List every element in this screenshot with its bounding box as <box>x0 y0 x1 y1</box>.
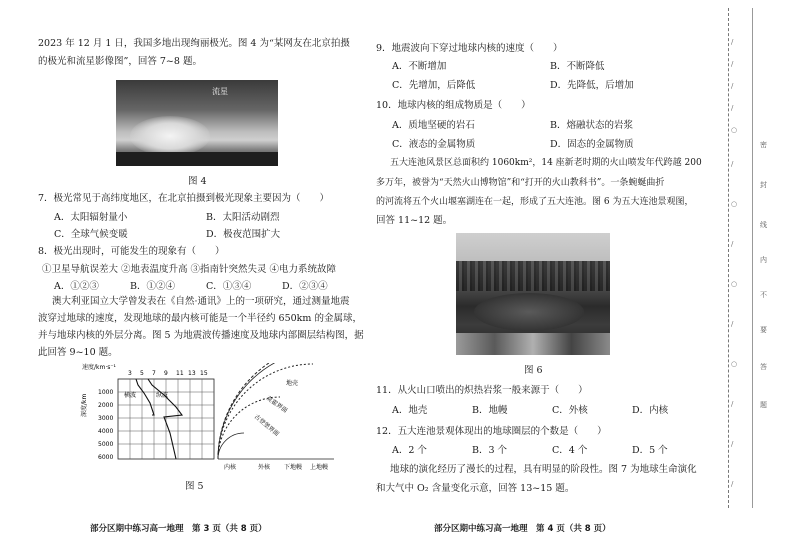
svg-text:7: 7 <box>152 370 156 377</box>
q12-option-a: A．2 个 <box>392 445 427 456</box>
q8-option-a: A．①②③ <box>54 281 99 292</box>
binding-label-2: 封 <box>760 181 767 189</box>
binding-mark: / <box>731 38 734 46</box>
wudalianchi-photo <box>456 233 610 355</box>
para3-line-2: 多万年，被誉为“天然火山博物馆”和“打开的火山教科书”。一条蜿蜒曲折 <box>376 178 665 188</box>
fig5-speed-ticks <box>128 370 208 377</box>
svg-text:4000: 4000 <box>98 428 114 435</box>
q12-option-d: D．5 个 <box>632 445 668 456</box>
svg-text:11: 11 <box>176 370 184 377</box>
fig5-depth-ticks <box>98 389 113 461</box>
binding-label-1: 密 <box>760 141 767 149</box>
binding-label-3: 线 <box>760 221 767 229</box>
binding-solid-line <box>752 8 753 508</box>
q9-option-c: C．先增加，后降低 <box>392 80 476 91</box>
fig5-crust-label: 地壳 <box>286 380 299 387</box>
right-footer: 部分区期中练习高一地理 第 4 页（共 8 页） <box>434 524 611 534</box>
svg-text:下地幔: 下地幔 <box>284 464 303 471</box>
svg-text:3000: 3000 <box>98 415 114 422</box>
q7-option-a: A．太阳辐射量小 <box>54 212 128 223</box>
svg-text:3: 3 <box>128 370 132 377</box>
svg-text:5: 5 <box>140 370 144 377</box>
q10-option-c: C．液态的金属物质 <box>392 139 476 150</box>
svg-text:2000: 2000 <box>98 402 114 409</box>
svg-text:6000: 6000 <box>98 454 114 461</box>
binding-dashed-line <box>728 8 729 508</box>
para2-line-2: 波穿过地球的速度，发现地球的最内核可能是一个半径约 650km 的金属球， <box>38 313 362 324</box>
binding-label-7: 答 <box>760 363 767 371</box>
meteor-label: 流星 <box>212 87 228 96</box>
svg-text:内核: 内核 <box>224 464 237 471</box>
q8-option-d: D．②③④ <box>282 281 328 292</box>
q8-option-b: B．①②④ <box>130 281 175 292</box>
svg-text:5000: 5000 <box>98 441 114 448</box>
fig5-gutenberg-label: 古登堡界面 <box>252 413 281 438</box>
intro-line-1: 2023 年 12 月 1 日，我国多地出现绚丽极光。图 4 为“某网友在北京拍摄 <box>38 38 350 49</box>
para2-line-4: 此回答 9~10 题。 <box>38 347 118 358</box>
svg-text:13: 13 <box>188 370 196 377</box>
q7-option-d: D．极夜范围扩大 <box>206 229 281 240</box>
svg-text:外核: 外核 <box>258 464 271 471</box>
q7-stem: 7．极光常见于高纬度地区，在北京拍摄到极光现象主要因为（ ） <box>38 193 330 204</box>
binding-label-5: 不 <box>760 291 767 299</box>
q10-stem: 10．地球内核的组成物质是（ ） <box>376 100 531 111</box>
q8-items: ①卫星导航误差大 ②地表温度升高 ③指南针突然失灵 ④电力系统故障 <box>42 264 337 275</box>
fig5-moho-label: 莫霍界面 <box>264 394 289 415</box>
svg-text:9: 9 <box>164 370 168 377</box>
fig4-caption: 图 4 <box>188 176 207 187</box>
q11-stem: 11．从火山口喷出的炽热岩浆一般来源于（ ） <box>376 385 588 396</box>
q12-option-b: B．3 个 <box>472 445 508 456</box>
para4-line-1: 地球的演化经历了漫长的过程，具有明显的阶段性。图 7 为地球生命演化 <box>390 464 697 475</box>
q7-option-c: C．全球气候变暖 <box>54 229 128 240</box>
intro-line-2: 的极光和流星影像图”，回答 7~8 题。 <box>38 56 202 67</box>
q10-option-d: D．固态的金属物质 <box>550 139 634 150</box>
fig5-p-wave-label: 纵波 <box>156 392 169 399</box>
q8-option-c: C．①③④ <box>206 281 252 292</box>
fig5-speed-label: 速度/km·s⁻¹ <box>82 364 116 371</box>
fig5-depth-label: 深度/km <box>81 393 88 417</box>
fig5-p-wave-curve <box>148 379 182 459</box>
q8-stem: 8．极光出现时，可能发生的现象有（ ） <box>38 246 225 257</box>
q11-option-c: C．外核 <box>552 405 588 416</box>
para4-line-2: 和大气中 O₂ 含量变化示意，回答 13~15 题。 <box>376 483 575 494</box>
q7-option-b: B．太阳活动剧烈 <box>206 212 280 223</box>
q9-option-b: B．不断降低 <box>550 61 605 72</box>
left-footer: 部分区期中练习高一地理 第 3 页（共 8 页） <box>90 524 267 534</box>
q11-option-d: D．内核 <box>632 405 669 416</box>
q12-stem: 12．五大连池景观体现出的地球圈层的个数是（ ） <box>376 426 607 437</box>
fig5-diagram <box>78 363 336 475</box>
aurora-photo <box>116 80 278 166</box>
para3-line-4: 回答 11~12 题。 <box>376 215 453 226</box>
q9-stem: 9．地震波向下穿过地球内核的速度（ ） <box>376 43 563 54</box>
svg-text:上地幔: 上地幔 <box>310 464 329 471</box>
fig5-bottom-labels <box>224 463 328 471</box>
para2-line-1: 澳大利亚国立大学曾发表在《自然·通讯》上的一项研究，通过测量地震 <box>52 296 350 307</box>
fig5-s-wave-label: 横波 <box>124 392 137 399</box>
q10-option-b: B．熔融状态的岩浆 <box>550 120 633 131</box>
svg-text:1000: 1000 <box>98 389 114 396</box>
q10-option-a: A．质地坚硬的岩石 <box>392 120 475 131</box>
binding-label-4: 内 <box>760 256 767 264</box>
svg-text:15: 15 <box>200 370 208 377</box>
para3-line-3: 的河流将五个火山堰塞湖连在一起，形成了五大连池。图 6 为五大连池景观图， <box>376 197 694 207</box>
q9-option-d: D．先降低，后增加 <box>550 80 634 91</box>
para2-line-3: 并与地球内核的外层分离。图 5 为地震波传播速度及地球内部圈层结构图，据 <box>38 330 364 341</box>
fig5-caption: 图 5 <box>185 481 204 492</box>
q12-option-c: C．4 个 <box>552 445 588 456</box>
fig6-caption: 图 6 <box>524 365 543 376</box>
q11-option-b: B．地幔 <box>472 405 508 416</box>
exam-page: 2023 年 12 月 1 日，我国多地出现绚丽极光。图 4 为“某网友在北京拍摄 的极光和流星影像图”，回答 7~8 题。 流星 图 4 7．极光常见于高纬度地区，在北京拍摄到极光现象主要因为（ ） A．太阳辐射量小 B．太阳活动剧烈 C．全球气候变暖 D．极夜范围扩大 8．极光出现时，可能发生的现象有（ ） ①卫星导航误差大 ②地表温度升高 ③指南针突然失灵 ④电力系统故障 A．①②③ B．①②④ C．①③④ D．②③④ 澳大利亚国立大学曾发表在《自然·通讯》上的一项研究，通过测量地震 波穿过地球的速度，发现地球的最内核可能是一个半径约 650km 的金属球， 并与地球内核的外层分离。图 5 为地震波传播速度及地球内部圈层结构图，据 此回答 9~10 题。 速度/km·s⁻¹ 3 5 7 9 11 13 15 深度/km 1000 2000 3000 4000 5000 6000 横波 纵波 地壳 莫霍界面 古登堡界面 内核 外核 下地幔 上地幔 图 5 部分区期中练习高一地理 第 3 页（共 8 页） 9．地震波向下穿过地球内核的速度（ ） A．不断增加 B．不断降低 C．先增加，后降低 D．先降低，后增加 10．地球内核的组成物质是（ ） A．质地坚硬的岩石 B．熔融状态的岩浆 C．液态的金属物质 D．固态的金属物质 五大连池风景区总面积约 1060km²，14 座新老时期的火山喷发年代跨越 200 多万年，被誉为“天然火山博物馆”和“打开的火山教科书”。一条蜿蜒曲折 的河流将五个火山堰塞湖连在一起，形成了五大连池。图 6 为五大连池景观图， 回答 11~12 题。 图 6 11．从火山口喷出的炽热岩浆一般来源于（ ） A．地壳 B．地幔 C．外核 D．内核 12．五大连池景观体现出的地球圈层的个数是（ ） A．2 个 B．3 个 C．4 个 D．5 个 地球的演化经历了漫长的过程，具有明显的阶段性。图 7 为地球生命演化 和大气中 O₂ 含量变化示意，回答 13~15 题。 部分区期中练习高一地理 第 4 页（共 8 页） / / / / ○ / ○ / ○ / ○ / / / 密 封 线 内 不 要 答 题 <box>0 0 800 543</box>
para3-line-1: 五大连池风景区总面积约 1060km²，14 座新老时期的火山喷发年代跨越 200 <box>390 158 702 168</box>
binding-label-6: 要 <box>760 326 767 334</box>
q11-option-a: A．地壳 <box>392 405 428 416</box>
q9-option-a: A．不断增加 <box>392 61 447 72</box>
binding-strip <box>710 0 800 543</box>
binding-label-8: 题 <box>760 401 767 409</box>
